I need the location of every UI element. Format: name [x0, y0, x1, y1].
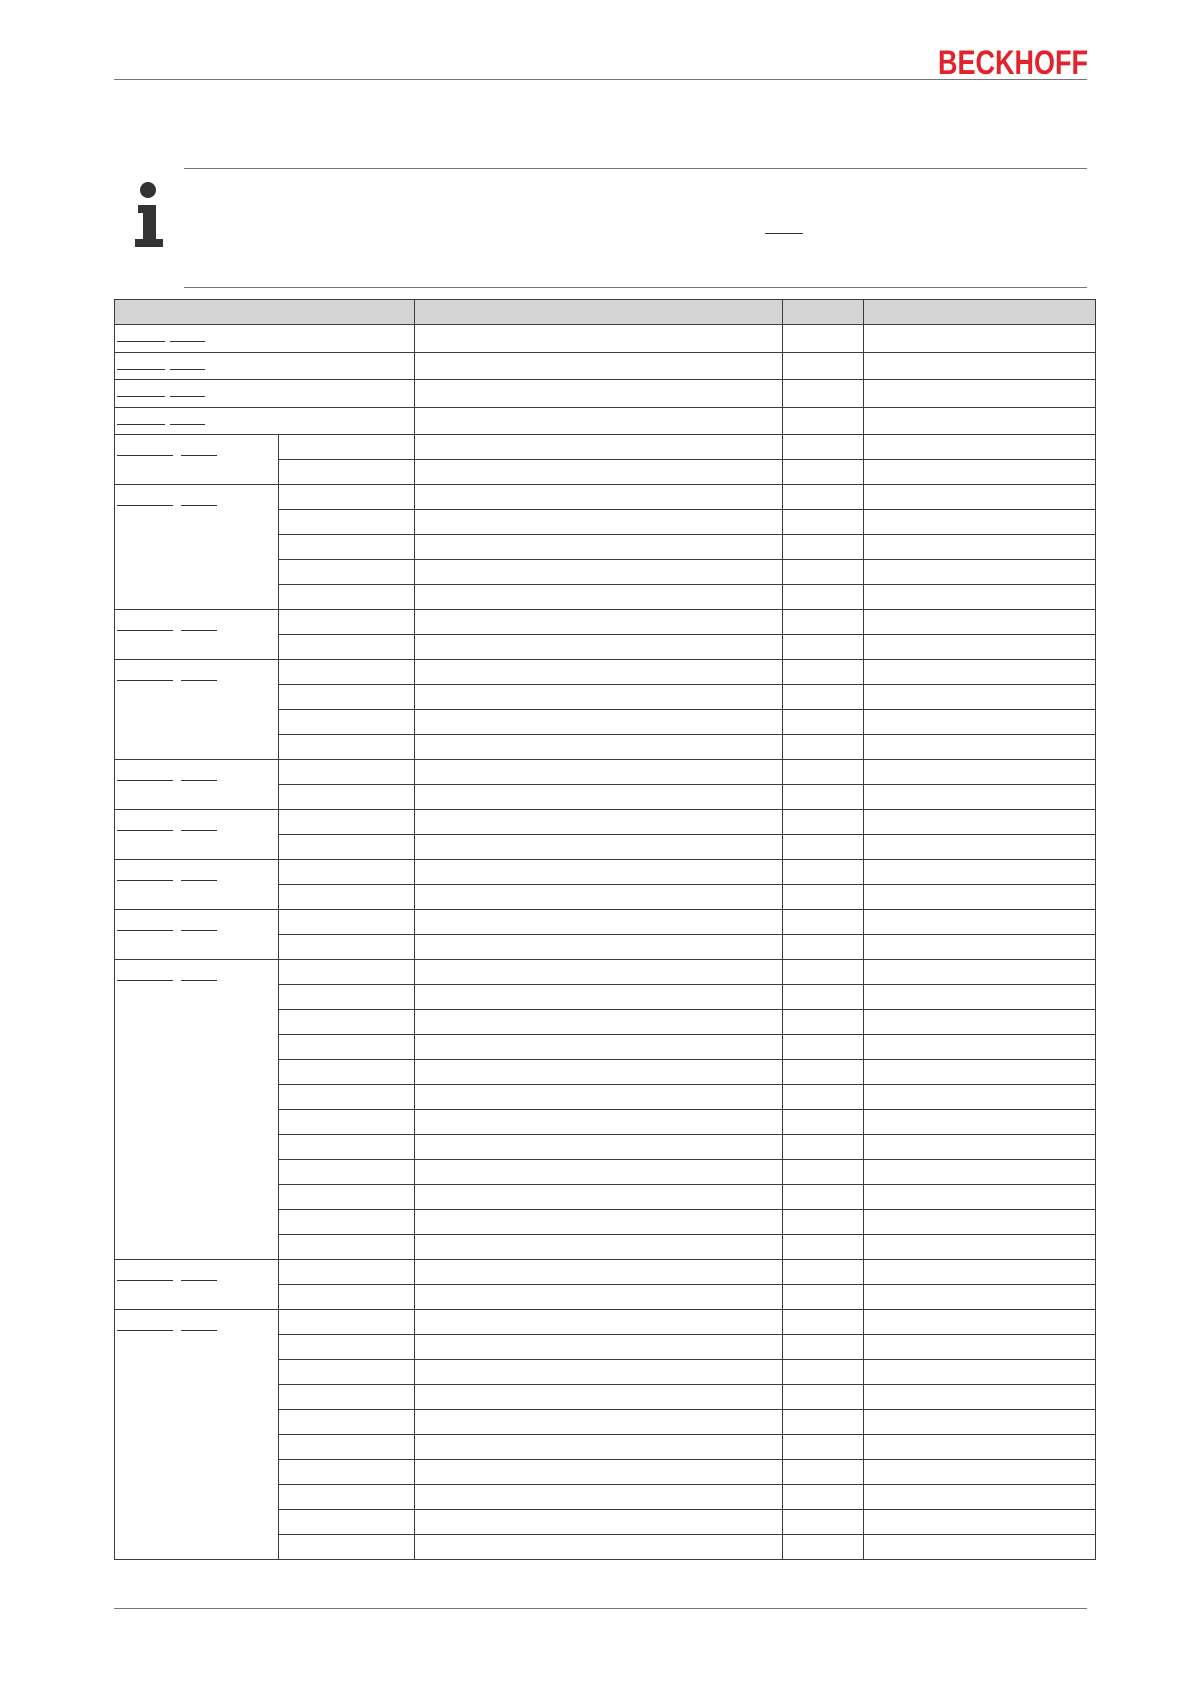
table-row-flags	[782, 1509, 864, 1535]
index-link[interactable]	[117, 341, 165, 342]
index-link[interactable]	[170, 369, 205, 370]
table-subindex-cell	[278, 1359, 415, 1385]
table-subindex-cell	[278, 1134, 415, 1160]
footer-rule	[114, 1608, 1087, 1609]
table-subindex-cell	[278, 834, 415, 860]
table-row-default	[863, 659, 1096, 685]
table-row-flags	[782, 1359, 864, 1385]
table-header-default	[863, 299, 1096, 325]
table-row-flags	[782, 1309, 864, 1335]
table-row-name	[414, 1084, 783, 1110]
table-row-name	[414, 434, 783, 460]
table-row-flags	[782, 559, 864, 585]
table-row-default	[863, 559, 1096, 585]
table-row-default	[863, 379, 1096, 408]
table-group-index	[114, 959, 279, 1260]
table-row-name	[414, 324, 783, 353]
table-row-flags	[782, 1184, 864, 1210]
table-subindex-cell	[278, 1484, 415, 1510]
table-row-name	[414, 784, 783, 810]
table-row-default	[863, 1009, 1096, 1035]
table-subindex-cell	[278, 1334, 415, 1360]
table-group-index	[114, 909, 279, 960]
info-icon	[132, 181, 164, 249]
table-row-name	[414, 834, 783, 860]
table-row-default	[863, 1509, 1096, 1535]
table-row-flags	[782, 809, 864, 835]
table-row-name	[414, 584, 783, 610]
table-row-default	[863, 1384, 1096, 1410]
table-subindex-cell	[278, 1534, 415, 1560]
table-row-flags	[782, 784, 864, 810]
table-row-default	[863, 1309, 1096, 1335]
table-row-name	[414, 759, 783, 785]
table-subindex-cell	[278, 1259, 415, 1285]
table-group-index	[114, 434, 279, 485]
table-row-flags	[782, 859, 864, 885]
table-subindex-cell	[278, 459, 415, 485]
index-link[interactable]	[117, 424, 165, 425]
table-row-flags	[782, 984, 864, 1010]
table-row-default	[863, 1434, 1096, 1460]
table-row-flags	[782, 909, 864, 935]
table-header-flags	[782, 299, 864, 325]
index-link[interactable]	[117, 1280, 173, 1281]
table-row-name	[414, 509, 783, 535]
table-row-name	[414, 1284, 783, 1310]
table-row-default	[863, 609, 1096, 635]
table-subindex-cell	[278, 534, 415, 560]
table-row-flags	[782, 759, 864, 785]
table-row-flags	[782, 434, 864, 460]
table-subindex-cell	[278, 659, 415, 685]
table-subindex-cell	[278, 634, 415, 660]
index-link[interactable]	[181, 680, 217, 681]
table-row-default	[863, 1209, 1096, 1235]
table-row-default	[863, 734, 1096, 760]
table-row-flags	[782, 1284, 864, 1310]
table-subindex-cell	[278, 1309, 415, 1335]
table-subindex-cell	[278, 1109, 415, 1135]
table-subindex-cell	[278, 934, 415, 960]
index-link[interactable]	[117, 880, 173, 881]
table-subindex-cell	[278, 1209, 415, 1235]
index-link[interactable]	[181, 880, 217, 881]
table-row-default	[863, 1109, 1096, 1135]
table-row-default	[863, 834, 1096, 860]
table-subindex-cell	[278, 1509, 415, 1535]
table-row-default	[863, 484, 1096, 510]
table-subindex-cell	[278, 509, 415, 535]
index-link[interactable]	[181, 780, 217, 781]
table-row-flags	[782, 609, 864, 635]
index-link[interactable]	[117, 369, 165, 370]
index-link[interactable]	[181, 980, 217, 981]
table-row-default	[863, 1334, 1096, 1360]
index-link[interactable]	[117, 630, 173, 631]
table-group-index	[114, 859, 279, 910]
index-link[interactable]	[117, 455, 173, 456]
index-link[interactable]	[181, 1330, 217, 1331]
table-row-default	[863, 1084, 1096, 1110]
index-link[interactable]	[170, 341, 205, 342]
table-row-default	[863, 1234, 1096, 1260]
table-group-index	[114, 1259, 279, 1310]
table-subindex-cell	[278, 859, 415, 885]
table-row-name	[414, 1134, 783, 1160]
table-subindex-cell	[278, 959, 415, 985]
table-row-flags	[782, 1134, 864, 1160]
table-subindex-cell	[278, 809, 415, 835]
table-row-name	[414, 984, 783, 1010]
table-row-index	[114, 352, 415, 381]
table-row-name	[414, 859, 783, 885]
table-row-flags	[782, 959, 864, 985]
table-row-default	[863, 1184, 1096, 1210]
table-subindex-cell	[278, 1184, 415, 1210]
table-group-index	[114, 759, 279, 810]
table-row-name	[414, 1384, 783, 1410]
table-row-default	[863, 1159, 1096, 1185]
object-table	[114, 299, 1096, 1560]
table-subindex-cell	[278, 1384, 415, 1410]
table-subindex-cell	[278, 884, 415, 910]
table-row-default	[863, 1059, 1096, 1085]
table-row-flags	[782, 1209, 864, 1235]
index-link[interactable]	[117, 830, 173, 831]
table-row-default	[863, 809, 1096, 835]
index-link[interactable]	[170, 396, 205, 397]
table-row-name	[414, 1459, 783, 1485]
table-row-name	[414, 659, 783, 685]
table-row-default	[863, 709, 1096, 735]
table-row-default	[863, 434, 1096, 460]
table-row-name	[414, 534, 783, 560]
table-row-name	[414, 959, 783, 985]
table-row-default	[863, 1284, 1096, 1310]
table-row-index	[114, 379, 415, 408]
table-row-name	[414, 1209, 783, 1235]
table-row-default	[863, 1409, 1096, 1435]
table-row-flags	[782, 1534, 864, 1560]
table-row-default	[863, 684, 1096, 710]
table-subindex-cell	[278, 1009, 415, 1035]
index-link[interactable]	[117, 1330, 173, 1331]
table-row-flags	[782, 509, 864, 535]
table-row-name	[414, 1359, 783, 1385]
table-row-default	[863, 584, 1096, 610]
table-row-name	[414, 1184, 783, 1210]
table-row-index	[114, 324, 415, 353]
table-row-name	[414, 1509, 783, 1535]
table-row-name	[414, 609, 783, 635]
table-row-flags	[782, 352, 864, 381]
table-group-index	[114, 659, 279, 760]
table-row-default	[863, 1484, 1096, 1510]
table-row-flags	[782, 1409, 864, 1435]
table-row-name	[414, 1409, 783, 1435]
table-row-default	[863, 1034, 1096, 1060]
table-subindex-cell	[278, 484, 415, 510]
table-subindex-cell	[278, 609, 415, 635]
table-row-name	[414, 734, 783, 760]
table-row-default	[863, 984, 1096, 1010]
table-row-default	[863, 534, 1096, 560]
index-link[interactable]	[117, 930, 173, 931]
table-row-flags	[782, 1434, 864, 1460]
table-group-index	[114, 1309, 279, 1560]
table-row-flags	[782, 324, 864, 353]
table-row-default	[863, 909, 1096, 935]
table-row-name	[414, 884, 783, 910]
table-row-name	[414, 1534, 783, 1560]
table-subindex-cell	[278, 584, 415, 610]
table-row-name	[414, 352, 783, 381]
table-row-flags	[782, 1484, 864, 1510]
table-row-flags	[782, 407, 864, 436]
table-row-name	[414, 459, 783, 485]
table-row-flags	[782, 584, 864, 610]
table-header-index	[114, 299, 415, 325]
table-row-default	[863, 934, 1096, 960]
table-row-flags	[782, 1084, 864, 1110]
beckhoff-logo	[938, 44, 1088, 82]
index-link[interactable]	[181, 630, 217, 631]
table-subindex-cell	[278, 1059, 415, 1085]
table-row-flags	[782, 1059, 864, 1085]
index-link[interactable]	[181, 455, 217, 456]
index-link[interactable]	[117, 980, 173, 981]
table-row-name	[414, 1309, 783, 1335]
table-row-default	[863, 1459, 1096, 1485]
index-link[interactable]	[117, 396, 165, 397]
table-row-flags	[782, 634, 864, 660]
table-row-flags	[782, 484, 864, 510]
table-subindex-cell	[278, 559, 415, 585]
table-row-name	[414, 1334, 783, 1360]
table-row-name	[414, 1109, 783, 1135]
table-group-index	[114, 484, 279, 610]
index-link[interactable]	[117, 505, 173, 506]
table-row-flags	[782, 379, 864, 408]
table-row-default	[863, 634, 1096, 660]
index-link[interactable]	[181, 1280, 217, 1281]
table-row-default	[863, 1534, 1096, 1560]
table-row-name	[414, 1234, 783, 1260]
table-subindex-cell	[278, 734, 415, 760]
table-row-default	[863, 1359, 1096, 1385]
table-row-flags	[782, 534, 864, 560]
table-row-index	[114, 407, 415, 436]
table-row-default	[863, 1134, 1096, 1160]
table-group-index	[114, 809, 279, 860]
table-row-flags	[782, 1459, 864, 1485]
index-link[interactable]	[170, 424, 205, 425]
table-row-default	[863, 1259, 1096, 1285]
index-link[interactable]	[181, 505, 217, 506]
index-link[interactable]	[117, 780, 173, 781]
table-subindex-cell	[278, 1034, 415, 1060]
table-row-name	[414, 407, 783, 436]
table-row-flags	[782, 684, 864, 710]
table-row-default	[863, 959, 1096, 985]
index-link[interactable]	[181, 930, 217, 931]
table-row-default	[863, 407, 1096, 436]
table-row-name	[414, 684, 783, 710]
table-row-default	[863, 324, 1096, 353]
table-subindex-cell	[278, 1409, 415, 1435]
note-top-rule	[184, 168, 1087, 169]
table-row-flags	[782, 659, 864, 685]
table-row-name	[414, 934, 783, 960]
table-row-flags	[782, 834, 864, 860]
table-row-flags	[782, 1234, 864, 1260]
table-row-flags	[782, 459, 864, 485]
table-row-flags	[782, 884, 864, 910]
table-subindex-cell	[278, 1084, 415, 1110]
table-row-flags	[782, 1159, 864, 1185]
table-row-flags	[782, 1259, 864, 1285]
table-row-default	[863, 884, 1096, 910]
table-row-name	[414, 1034, 783, 1060]
table-row-flags	[782, 1009, 864, 1035]
table-row-name	[414, 809, 783, 835]
table-row-name	[414, 1434, 783, 1460]
table-row-flags	[782, 1109, 864, 1135]
table-row-flags	[782, 1384, 864, 1410]
table-subindex-cell	[278, 784, 415, 810]
table-row-default	[863, 759, 1096, 785]
table-subindex-cell	[278, 684, 415, 710]
table-row-default	[863, 509, 1096, 535]
table-row-name	[414, 1484, 783, 1510]
table-row-name	[414, 484, 783, 510]
table-subindex-cell	[278, 759, 415, 785]
table-row-name	[414, 1159, 783, 1185]
table-subindex-cell	[278, 909, 415, 935]
table-header-name	[414, 299, 783, 325]
table-subindex-cell	[278, 1234, 415, 1260]
note-bottom-rule	[184, 287, 1087, 288]
table-subindex-cell	[278, 1434, 415, 1460]
table-subindex-cell	[278, 434, 415, 460]
table-row-name	[414, 559, 783, 585]
table-subindex-cell	[278, 1459, 415, 1485]
table-row-flags	[782, 1034, 864, 1060]
table-subindex-cell	[278, 1284, 415, 1310]
table-row-flags	[782, 709, 864, 735]
table-subindex-cell	[278, 1159, 415, 1185]
table-row-name	[414, 1259, 783, 1285]
table-row-default	[863, 459, 1096, 485]
table-group-index	[114, 609, 279, 660]
logo-text: BECKHOFF	[938, 44, 1088, 82]
table-row-flags	[782, 734, 864, 760]
table-row-name	[414, 379, 783, 408]
index-link[interactable]	[117, 680, 173, 681]
table-row-name	[414, 1059, 783, 1085]
table-row-default	[863, 859, 1096, 885]
table-row-flags	[782, 1334, 864, 1360]
header-rule	[114, 79, 1087, 80]
table-row-name	[414, 709, 783, 735]
table-row-default	[863, 784, 1096, 810]
table-subindex-cell	[278, 984, 415, 1010]
table-row-name	[414, 909, 783, 935]
table-row-flags	[782, 934, 864, 960]
table-row-default	[863, 352, 1096, 381]
table-row-name	[414, 1009, 783, 1035]
table-subindex-cell	[278, 709, 415, 735]
table-row-name	[414, 634, 783, 660]
note-link[interactable]	[765, 233, 803, 234]
index-link[interactable]	[181, 830, 217, 831]
